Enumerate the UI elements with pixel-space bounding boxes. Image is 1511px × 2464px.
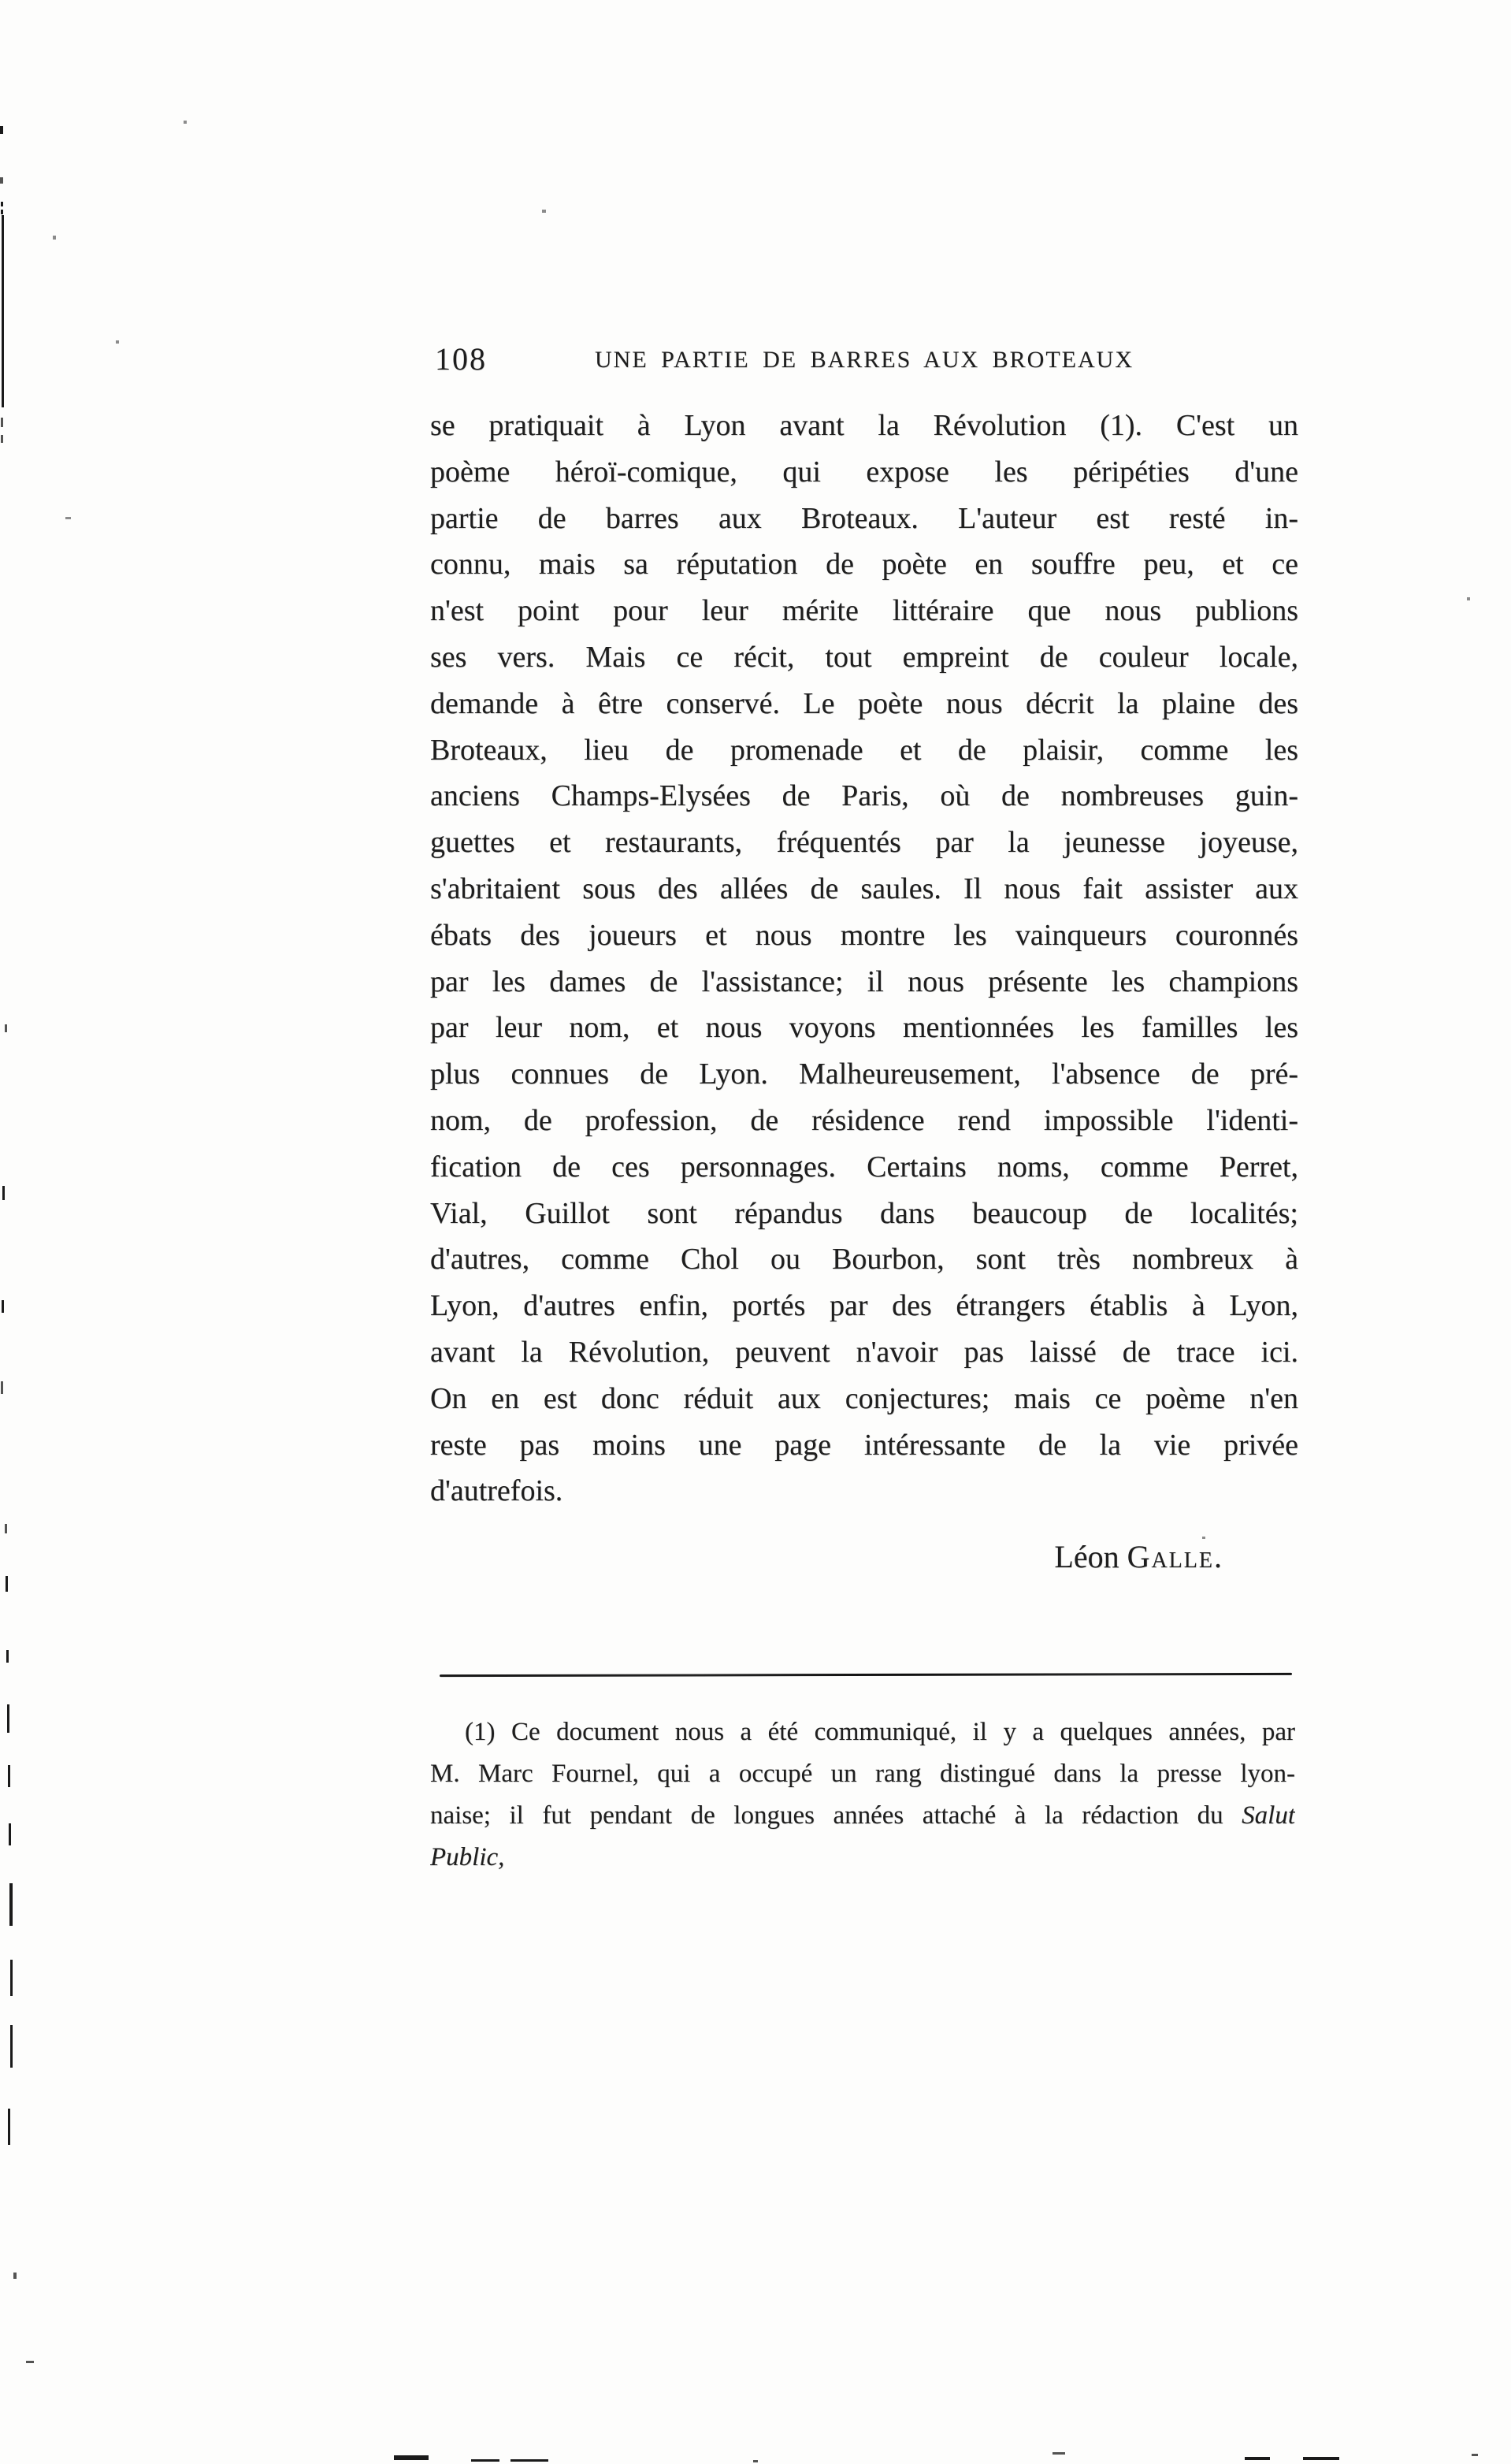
footnote-line bbox=[430, 1837, 1295, 1879]
body-line: plus connues de Lyon. Malheureusement, l'absence de pré- bbox=[430, 1057, 1298, 1091]
body-line: Lyon, d'autres enfin, portés par des étrangers établis à Lyon, bbox=[430, 1289, 1298, 1323]
scan-artifact bbox=[13, 2273, 17, 2279]
body-line: Vial, Guillot sont répandus dans beaucoup de localités; bbox=[430, 1196, 1298, 1230]
scan-artifact bbox=[1, 418, 3, 427]
body-line: guettes et restaurants, fréquentés par la jeunesse joyeuse, bbox=[430, 826, 1298, 860]
body-line: avant la Révolution, peuvent n'avoir pas laissé de trace ici. bbox=[430, 1335, 1298, 1369]
body-line: par les dames de l'assistance; il nous présente les champions bbox=[430, 964, 1298, 998]
author-signature bbox=[430, 1538, 1298, 1575]
author-family-name: Galle. bbox=[1127, 1539, 1223, 1574]
scan-artifact bbox=[394, 2455, 429, 2460]
footnote bbox=[430, 1711, 1295, 1879]
scan-artifact bbox=[2, 215, 4, 407]
body-line: se pratiquait à Lyon avant la Révolution (1). C'est un bbox=[430, 409, 1298, 442]
scan-artifact bbox=[8, 1765, 10, 1787]
scan-artifact bbox=[2, 1186, 5, 1200]
scan-artifact bbox=[0, 126, 3, 134]
scan-artifact bbox=[510, 2459, 548, 2462]
scan-artifact bbox=[1, 435, 3, 443]
scan-artifact bbox=[1, 202, 3, 206]
body-paragraph bbox=[430, 403, 1298, 1514]
body-line: partie de barres aux Broteaux. L'auteur est resté in- bbox=[430, 501, 1298, 535]
scan-artifact bbox=[9, 1883, 13, 1926]
scan-artifact bbox=[8, 2109, 10, 2145]
body-line: ébats des joueurs et nous montre les vainqueurs couronnés bbox=[430, 918, 1298, 952]
body-line: poème héroï-comique, qui expose les péripéties d'une bbox=[430, 455, 1298, 489]
scan-artifact bbox=[1, 210, 3, 214]
footnote-line bbox=[430, 1795, 1295, 1837]
scan-artifact bbox=[1472, 2454, 1478, 2456]
scan-artifact bbox=[1202, 1537, 1205, 1539]
footnote-journal-name: Public, bbox=[430, 1843, 505, 1871]
body-line: anciens Champs-Elysées de Paris, où de nombreuses guin- bbox=[430, 779, 1298, 813]
scan-artifact bbox=[2, 1300, 4, 1313]
scan-artifact bbox=[471, 2459, 499, 2462]
scan-artifact bbox=[1, 1381, 3, 1394]
scan-artifact bbox=[5, 1024, 7, 1032]
scan-artifact bbox=[1467, 597, 1470, 600]
footnote-line: M. Marc Fournel, qui a occupé un rang distingué dans la presse lyon- bbox=[430, 1760, 1295, 1788]
body-line: d'autrefois. bbox=[430, 1474, 563, 1508]
body-line: nom, de profession, de résidence rend impossible l'identi- bbox=[430, 1103, 1298, 1137]
scan-artifact bbox=[184, 121, 187, 124]
author-given-name: Léon bbox=[1054, 1539, 1119, 1574]
scan-artifact bbox=[65, 517, 71, 519]
scan-artifact bbox=[6, 1576, 8, 1592]
scan-artifact bbox=[5, 1524, 7, 1533]
body-line: s'abritaient sous des allées de saules. Il nous fait assister aux bbox=[430, 872, 1298, 905]
body-line: d'autres, comme Chol ou Bourbon, sont très nombreux à bbox=[430, 1243, 1298, 1277]
scan-artifact bbox=[542, 210, 546, 213]
body-line: n'est point pour leur mérite littéraire que nous publions bbox=[430, 594, 1298, 628]
page-header bbox=[430, 339, 1298, 386]
scan-artifact bbox=[26, 2361, 34, 2363]
scan-artifact bbox=[0, 177, 3, 184]
body-line: par leur nom, et nous voyons mentionnées les familles les bbox=[430, 1011, 1298, 1045]
scan-artifact bbox=[1053, 2452, 1065, 2455]
body-line: ses vers. Mais ce récit, tout empreint de couleur locale, bbox=[430, 640, 1298, 674]
body-line: On en est donc réduit aux conjectures; mais ce poème n'en bbox=[430, 1381, 1298, 1415]
scan-artifact bbox=[1303, 2457, 1339, 2460]
body-line: reste pas moins une page intéressante de la vie privée bbox=[430, 1428, 1298, 1462]
footnote-journal-name: Salut bbox=[1242, 1801, 1295, 1830]
scan-artifact bbox=[10, 2025, 13, 2068]
scan-artifact bbox=[116, 340, 119, 344]
body-line: Broteaux, lieu de promenade et de plaisir, comme les bbox=[430, 733, 1298, 767]
scan-artifact bbox=[753, 2460, 758, 2462]
scan-artifact bbox=[1245, 2457, 1270, 2460]
running-title: UNE PARTIE DE BARRES AUX BROTEAUX bbox=[595, 347, 1134, 373]
scan-artifact bbox=[7, 1704, 9, 1733]
scan-artifact bbox=[10, 1960, 13, 1996]
scan-artifact bbox=[53, 236, 56, 240]
body-line: fication de ces personnages. Certains noms, comme Perret, bbox=[430, 1150, 1298, 1184]
page-number: 108 bbox=[435, 341, 487, 377]
body-line: demande à être conservé. Le poète nous décrit la plaine des bbox=[430, 686, 1298, 720]
body-line: connu, mais sa réputation de poète en souffre peu, et ce bbox=[430, 548, 1298, 582]
footnote-line: (1) Ce document nous a été communiqué, il y a quelques années, par bbox=[465, 1718, 1295, 1746]
scan-artifact bbox=[9, 1823, 11, 1845]
footnote-divider bbox=[440, 1673, 1292, 1677]
scan-artifact bbox=[6, 1650, 9, 1663]
footnote-text: naise; il fut pendant de longues années attaché à la rédaction du bbox=[430, 1801, 1223, 1830]
